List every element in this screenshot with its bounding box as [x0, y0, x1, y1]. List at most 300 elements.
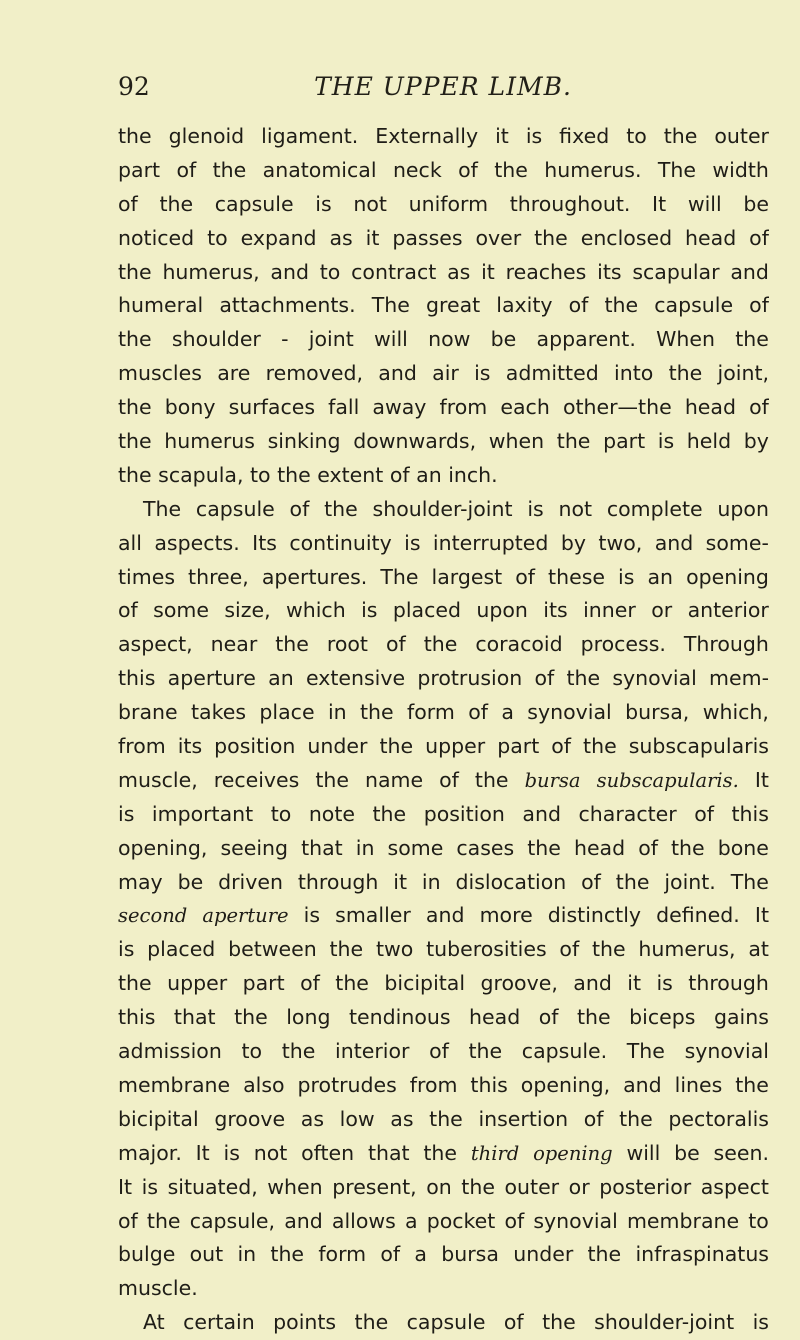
- word: scapula,: [158, 462, 250, 487]
- text-line: [118, 832, 769, 866]
- word: by: [743, 429, 769, 454]
- word: interrupted: [432, 530, 549, 555]
- text-line: [118, 391, 769, 425]
- word: an: [416, 462, 449, 487]
- text-line: [118, 256, 769, 290]
- word: of: [289, 496, 310, 521]
- word: laxity: [496, 293, 553, 318]
- word: protrusion: [417, 666, 523, 691]
- word: is: [361, 598, 378, 623]
- text-line: [118, 967, 769, 1001]
- word: the: [329, 937, 364, 962]
- word: capsule: [214, 191, 294, 216]
- word: long: [286, 1005, 331, 1030]
- word: size,: [224, 598, 271, 623]
- word: interior: [335, 1039, 410, 1064]
- word: the: [671, 835, 705, 860]
- word: is: [141, 1174, 159, 1199]
- word: placed: [392, 598, 461, 623]
- text-line: [118, 798, 769, 832]
- word: humeral: [118, 293, 204, 318]
- word: synovial: [533, 1208, 618, 1233]
- word: the: [583, 734, 617, 759]
- word: enclosed: [580, 225, 673, 250]
- word: some: [153, 598, 209, 623]
- word: protrudes: [297, 1072, 397, 1097]
- word: of: [515, 564, 535, 589]
- word: The: [730, 869, 769, 894]
- word: the: [234, 1005, 268, 1030]
- word: is: [474, 361, 491, 386]
- word: inch.: [448, 462, 505, 487]
- word: root: [326, 632, 368, 657]
- word: anterior: [687, 598, 769, 623]
- word: and: [270, 259, 309, 284]
- word: contract: [351, 259, 437, 284]
- word: It: [118, 1174, 133, 1199]
- word: the: [668, 361, 703, 386]
- word: placed: [147, 937, 216, 962]
- word: When: [656, 327, 715, 352]
- word: of: [429, 1039, 449, 1064]
- word: width: [712, 157, 769, 182]
- word: bursa,: [625, 700, 690, 725]
- word: be: [743, 191, 769, 216]
- word: points: [273, 1310, 337, 1335]
- word: apparent.: [536, 327, 636, 352]
- word: admission: [118, 1039, 222, 1064]
- word: the: [159, 191, 194, 216]
- word: humerus,: [162, 259, 260, 284]
- word: this: [118, 666, 156, 691]
- word: joint,: [717, 361, 769, 386]
- word: capsule,: [189, 1208, 276, 1233]
- body-text: [118, 120, 769, 1340]
- word: muscle,: [118, 767, 198, 792]
- word: the: [576, 1005, 611, 1030]
- word: the: [315, 767, 349, 792]
- text-line: [118, 696, 769, 730]
- word: a: [501, 700, 514, 725]
- word: mem-: [709, 666, 769, 691]
- word: note: [308, 801, 355, 826]
- word: the: [354, 1310, 389, 1335]
- word: of: [749, 225, 769, 250]
- word: the: [118, 395, 152, 420]
- word: to: [270, 801, 292, 826]
- word: the: [212, 157, 247, 182]
- word: It: [195, 1140, 210, 1165]
- word: is: [315, 191, 332, 216]
- word: from: [118, 734, 166, 759]
- word: as: [329, 225, 353, 250]
- word: and: [522, 801, 561, 826]
- word: may: [118, 869, 163, 894]
- word: of: [118, 598, 138, 623]
- word: extent: [317, 462, 390, 487]
- word: in: [237, 1242, 257, 1267]
- text-line: [118, 662, 769, 696]
- word: place: [259, 700, 315, 725]
- word: as: [300, 1106, 325, 1131]
- word: by: [560, 530, 586, 555]
- word: in: [327, 700, 347, 725]
- italic-word: bursa: [524, 768, 581, 792]
- word: is: [303, 903, 321, 928]
- word: upper: [167, 971, 228, 996]
- word: aspect,: [118, 632, 193, 657]
- word: or: [568, 1174, 590, 1199]
- word: will: [687, 191, 722, 216]
- word: its: [177, 734, 203, 759]
- word: of: [568, 293, 589, 318]
- word: through: [688, 971, 769, 996]
- word: bone: [717, 835, 769, 860]
- text-line: [118, 120, 769, 154]
- word: the: [379, 734, 414, 759]
- word: some-: [705, 530, 769, 555]
- word: the: [735, 327, 769, 352]
- word: muscles: [118, 361, 202, 386]
- word: brane: [118, 700, 178, 725]
- word: -: [281, 327, 289, 352]
- word: under: [307, 734, 368, 759]
- word: part: [242, 971, 285, 996]
- word: in: [421, 869, 441, 894]
- text-line: [118, 493, 769, 527]
- word: of: [534, 666, 555, 691]
- word: the: [118, 971, 152, 996]
- word: of: [694, 801, 714, 826]
- text-line: [118, 933, 769, 967]
- word: is: [618, 564, 635, 589]
- word: outer: [504, 1174, 560, 1199]
- word: It: [754, 767, 769, 792]
- word: the: [146, 1208, 181, 1233]
- word: and: [730, 259, 769, 284]
- word: expand: [240, 225, 317, 250]
- word: is: [525, 124, 543, 148]
- word: seeing: [220, 835, 289, 860]
- word: it: [495, 124, 509, 148]
- word: between: [228, 937, 317, 962]
- word: synovial: [527, 700, 612, 725]
- word: capsule: [406, 1310, 486, 1335]
- word: largest: [431, 564, 503, 589]
- word: uniform: [408, 191, 489, 216]
- word: is: [656, 971, 673, 996]
- word: of: [458, 157, 478, 182]
- word: shoulder-joint: [372, 496, 513, 521]
- word: of: [638, 835, 658, 860]
- word: the: [735, 1072, 769, 1097]
- word: of: [389, 462, 417, 487]
- text-line: [118, 899, 769, 933]
- word: attachments.: [219, 293, 356, 318]
- word: apertures.: [261, 564, 368, 589]
- word: opening,: [520, 1072, 611, 1097]
- word: or: [651, 598, 673, 623]
- word: it: [393, 869, 408, 894]
- word: fall: [328, 395, 360, 420]
- word: major.: [118, 1140, 182, 1165]
- word: as: [447, 259, 471, 284]
- word: the: [335, 971, 369, 996]
- page-header: [118, 72, 768, 106]
- word: head: [469, 1005, 521, 1030]
- word: head: [573, 835, 626, 860]
- word: low: [339, 1106, 375, 1131]
- word: these: [548, 564, 605, 589]
- word: aspects.: [154, 530, 240, 555]
- word: to: [626, 124, 647, 148]
- word: the: [423, 632, 458, 657]
- word: of: [538, 1005, 559, 1030]
- word: fixed: [559, 124, 610, 148]
- word: the: [527, 835, 561, 860]
- word: humerus: [164, 429, 255, 454]
- word: distinctly: [547, 903, 642, 928]
- text-line: [118, 1205, 769, 1239]
- word: muscle.: [118, 1276, 205, 1301]
- word: of: [503, 1310, 524, 1335]
- word: synovial: [612, 666, 697, 691]
- word: three,: [188, 564, 249, 589]
- word: is: [404, 530, 421, 555]
- word: it: [481, 259, 495, 284]
- word: capsule: [654, 293, 734, 318]
- word: the: [663, 124, 698, 148]
- word: shoulder: [171, 327, 261, 352]
- word: the: [118, 327, 152, 352]
- word: the: [615, 869, 650, 894]
- word: the: [118, 429, 152, 454]
- word: to: [207, 225, 228, 250]
- word: position: [214, 734, 296, 759]
- word: a: [414, 1242, 427, 1267]
- word: glenoid: [168, 124, 245, 148]
- word: not: [353, 191, 387, 216]
- word: the: [118, 462, 159, 487]
- word: process.: [580, 632, 666, 657]
- text-line: [118, 1103, 769, 1137]
- word: groove: [214, 1106, 286, 1131]
- word: the: [619, 1106, 653, 1131]
- text-line: [118, 730, 769, 764]
- page-number: 92: [118, 72, 150, 101]
- word: and: [654, 530, 694, 555]
- word: subscapularis: [628, 734, 769, 759]
- word: of: [504, 1208, 525, 1233]
- word: passes: [392, 225, 463, 250]
- word: not: [253, 1140, 288, 1165]
- word: this: [118, 1005, 156, 1030]
- word: under: [513, 1242, 574, 1267]
- word: out: [189, 1242, 224, 1267]
- word: of: [300, 971, 320, 996]
- text-line: [118, 1001, 769, 1035]
- word: upon: [476, 598, 528, 623]
- word: when: [488, 429, 545, 454]
- word: and: [284, 1208, 323, 1233]
- word: the: [566, 666, 601, 691]
- word: is: [657, 429, 675, 454]
- word: driven: [218, 869, 283, 894]
- word: its: [597, 259, 622, 284]
- word: from: [409, 1072, 458, 1097]
- word: of: [439, 767, 459, 792]
- word: which,: [702, 700, 769, 725]
- word: lines: [674, 1072, 723, 1097]
- word: receives: [213, 767, 300, 792]
- word: it: [627, 971, 642, 996]
- text-line: [118, 527, 769, 561]
- word: through: [297, 869, 379, 894]
- word: bony: [164, 395, 216, 420]
- word: will: [374, 327, 408, 352]
- word: is: [527, 496, 544, 521]
- word: the: [474, 767, 509, 792]
- word: opening,: [118, 835, 208, 860]
- word: to: [748, 1208, 769, 1233]
- word: The: [626, 1039, 665, 1064]
- word: smaller: [335, 903, 411, 928]
- word: dislocation: [455, 869, 567, 894]
- word: near: [210, 632, 258, 657]
- word: two: [375, 937, 414, 962]
- word: character: [578, 801, 677, 826]
- word: of: [118, 191, 138, 216]
- word: and: [573, 971, 612, 996]
- word: the: [360, 700, 394, 725]
- word: at: [748, 937, 769, 962]
- italic-word: opening: [533, 1141, 613, 1165]
- word: It: [754, 903, 769, 928]
- word: the: [494, 157, 528, 182]
- italic-word: second: [118, 904, 188, 928]
- word: of: [581, 869, 601, 894]
- word: The: [143, 496, 182, 521]
- word: neck: [392, 157, 442, 182]
- word: of: [118, 1208, 138, 1233]
- word: is: [752, 1310, 769, 1335]
- word: form: [318, 1242, 367, 1267]
- word: inner: [583, 598, 636, 623]
- word: an: [268, 666, 294, 691]
- word: scapular: [632, 259, 720, 284]
- word: throughout.: [509, 191, 631, 216]
- word: upon: [717, 496, 769, 521]
- word: tuberosities: [426, 937, 547, 962]
- word: ligament.: [261, 124, 359, 148]
- word: of: [385, 632, 406, 657]
- word: all: [118, 530, 142, 555]
- word: an: [647, 564, 674, 589]
- word: Through: [683, 632, 769, 657]
- text-line: [118, 1272, 769, 1306]
- word: to: [319, 259, 341, 284]
- word: bursa: [441, 1242, 499, 1267]
- word: each: [500, 395, 550, 420]
- word: bulge: [118, 1242, 176, 1267]
- word: noticed: [118, 225, 195, 250]
- word: cases: [456, 835, 515, 860]
- word: the: [556, 429, 591, 454]
- running-head: THE UPPER LIMB.: [314, 72, 572, 101]
- word: times: [118, 564, 175, 589]
- word: be: [674, 1140, 700, 1165]
- word: and: [378, 361, 417, 386]
- word: is: [223, 1140, 240, 1165]
- word: name: [365, 767, 424, 792]
- word: the: [461, 1174, 495, 1199]
- word: and: [425, 903, 465, 928]
- word: that: [173, 1005, 216, 1030]
- word: membrane: [118, 1072, 231, 1097]
- word: and: [623, 1072, 662, 1097]
- word: upper: [425, 734, 486, 759]
- word: anatomical: [262, 157, 377, 182]
- text-line: [118, 561, 769, 595]
- word: synovial: [684, 1039, 769, 1064]
- word: the: [604, 293, 639, 318]
- word: two,: [598, 530, 643, 555]
- word: not: [558, 496, 593, 521]
- word: as: [390, 1106, 414, 1131]
- word: The: [657, 157, 696, 182]
- word: that: [367, 1140, 410, 1165]
- word: its: [543, 598, 568, 623]
- word: the: [468, 1039, 503, 1064]
- word: some: [387, 835, 444, 860]
- word: the: [277, 462, 318, 487]
- word: the: [542, 1310, 576, 1335]
- word: capsule: [195, 496, 275, 521]
- word: into: [614, 361, 654, 386]
- word: other—the: [562, 395, 672, 420]
- word: the: [372, 801, 407, 826]
- word: At: [143, 1310, 165, 1335]
- word: outer: [714, 124, 769, 148]
- word: defined.: [656, 903, 740, 928]
- word: capsule.: [521, 1039, 608, 1064]
- word: The: [371, 293, 410, 318]
- text-line: [118, 357, 769, 391]
- italic-word: aperture: [202, 904, 289, 928]
- word: Externally: [375, 124, 479, 148]
- word: pectoralis: [668, 1106, 769, 1131]
- word: held: [686, 429, 732, 454]
- word: insertion: [478, 1106, 569, 1131]
- word: removed,: [265, 361, 363, 386]
- word: the: [429, 1106, 463, 1131]
- word: pocket: [426, 1208, 496, 1233]
- word: this: [731, 801, 769, 826]
- word: of: [176, 157, 197, 182]
- word: this: [470, 1072, 508, 1097]
- word: more: [479, 903, 533, 928]
- word: part: [603, 429, 646, 454]
- word: the: [270, 1242, 305, 1267]
- word: of: [749, 293, 769, 318]
- word: surfaces: [228, 395, 316, 420]
- word: now: [428, 327, 471, 352]
- text-line: [118, 764, 769, 798]
- word: bicipital: [384, 971, 466, 996]
- word: the: [275, 632, 309, 657]
- word: it: [365, 225, 380, 250]
- word: air: [432, 361, 459, 386]
